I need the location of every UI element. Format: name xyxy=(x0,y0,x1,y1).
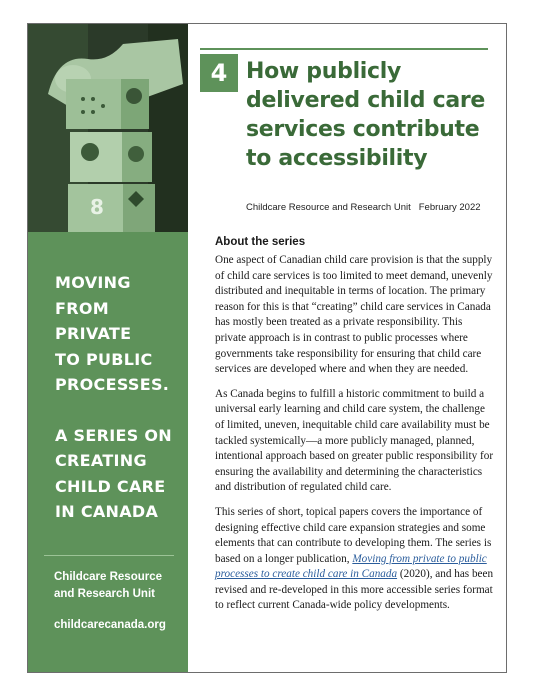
cover-photo xyxy=(28,24,188,232)
series-subtitle-line: CREATING xyxy=(55,451,147,470)
website-link[interactable]: childcarecanada.org xyxy=(54,619,166,631)
series-title xyxy=(55,270,180,525)
publication-date: February 2022 xyxy=(418,202,481,213)
section-heading: About the series xyxy=(215,236,306,248)
org-name-line: and Research Unit xyxy=(54,588,155,600)
series-title-line: PROCESSES. xyxy=(55,375,170,394)
org-name-line: Childcare Resource xyxy=(54,571,163,583)
sidebar xyxy=(28,24,188,672)
header-rule xyxy=(200,48,488,50)
paper-number-badge: 4 xyxy=(200,54,238,92)
series-title-line: MOVING xyxy=(55,273,131,292)
byline xyxy=(246,202,481,213)
publication-link[interactable]: Moving from private to public processes to create child care in Canada xyxy=(215,552,487,581)
document-page xyxy=(27,23,507,673)
org-name xyxy=(54,569,162,603)
stacked-blocks-image xyxy=(28,24,188,232)
document-title: How publicly delivered child care services contribute to accessibility xyxy=(246,59,486,171)
paragraph-text: (2020), and has been revised and re-developed in this more accessible series format to reflect current Canada-wide policy developments. xyxy=(215,568,494,612)
paragraph xyxy=(215,505,495,614)
body-text xyxy=(215,253,495,623)
svg-text:8: 8 xyxy=(90,195,104,219)
paragraph: One aspect of Canadian child care provision is that the supply of child care services is too limited to meet demand, unevenly distributed and inequitable in terms of location. The primary reason for this is that “creating” child care services in Canada has mostly been treated as a private responsibility. This private approach is in contrast to public processes where governments take responsibility for ensuring that child care services are developed where and when they are needed. xyxy=(215,254,493,376)
paragraph: As Canada begins to fulfill a historic commitment to build a universal early learning and child care system, the challenge of limited, uneven, inequitable child care availability must be tackled systemically—a more publicly managed, planned, intentional approach based on greater public responsibility for ensuring the availability and determining the characteristics and distribution of regulated child care. xyxy=(215,387,494,494)
paragraph-text: This series of short, topical papers covers the importance of designing effective child care expansion strategies and some elements that can contribute to developing them. The series is based on a longer publication, xyxy=(215,505,492,565)
author: Childcare Resource and Research Unit xyxy=(246,202,411,213)
sidebar-divider xyxy=(44,555,174,556)
series-subtitle-line: CHILD CARE xyxy=(55,476,166,496)
series-subtitle-line: IN CANADA xyxy=(55,502,159,521)
series-title-line: FROM PRIVATE xyxy=(55,298,132,343)
series-title-line: TO PUBLIC xyxy=(55,349,153,369)
series-subtitle-line: A SERIES ON xyxy=(55,425,172,445)
